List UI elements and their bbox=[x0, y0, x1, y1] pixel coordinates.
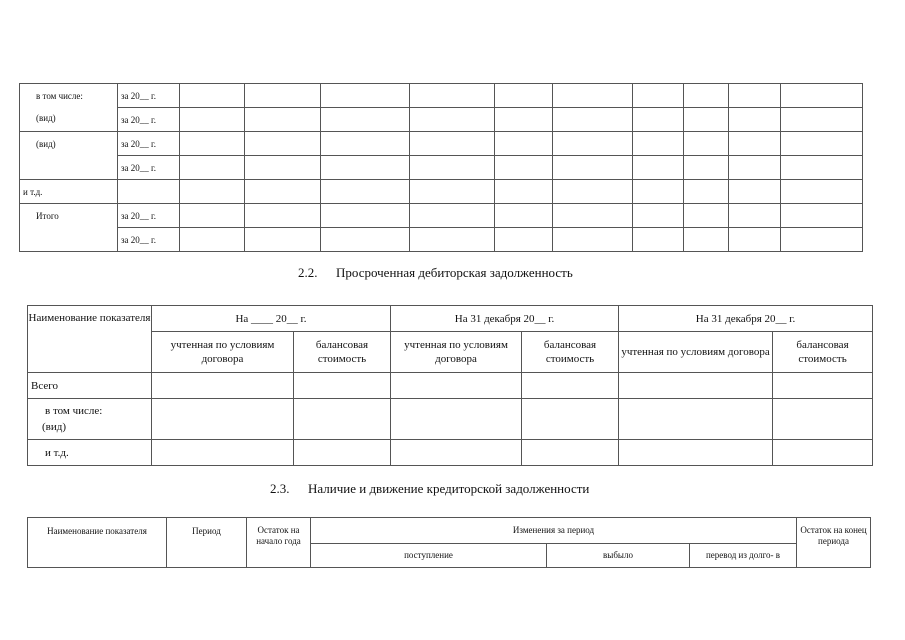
col-indicator-name: Наименование показателя bbox=[28, 518, 167, 568]
sub-contract: учтенная по условиям договора bbox=[391, 332, 522, 373]
table-row bbox=[20, 228, 863, 252]
col-end-balance: Остаток на конец периода bbox=[797, 518, 871, 568]
table-row bbox=[28, 440, 873, 466]
header-row bbox=[28, 306, 873, 332]
col-changes: Изменения за период bbox=[311, 518, 797, 544]
receivables-table-fragment bbox=[19, 83, 863, 252]
sub-balance: балансовая стоимость bbox=[294, 332, 391, 373]
col-indicator-name: Наименование показателя bbox=[28, 306, 152, 373]
table-row bbox=[28, 399, 873, 440]
sub-outgo: выбыло bbox=[547, 544, 690, 568]
year-cell: за 20__ г. bbox=[118, 228, 180, 252]
header-row bbox=[28, 518, 871, 544]
year-cell: за 20__ г. bbox=[118, 132, 180, 156]
subheader-row bbox=[28, 332, 873, 373]
table-row bbox=[20, 84, 863, 108]
table-row bbox=[20, 108, 863, 132]
table-row bbox=[20, 132, 863, 156]
table-row bbox=[28, 373, 873, 399]
row-label-etc: и т.д. bbox=[20, 180, 118, 204]
row-label-total: Итого bbox=[20, 204, 118, 252]
year-cell: за 20__ г. bbox=[118, 108, 180, 132]
sub-contract: учтенная по условиям договора bbox=[152, 332, 294, 373]
year-cell: за 20__ г. bbox=[118, 204, 180, 228]
overdue-receivables-table bbox=[27, 305, 873, 466]
row-total: Всего bbox=[28, 373, 152, 399]
sub-balance: балансовая стоимость bbox=[773, 332, 873, 373]
table-row bbox=[20, 204, 863, 228]
col-period-1: На ____ 20__ г. bbox=[152, 306, 391, 332]
row-label-kind: (вид) bbox=[36, 113, 56, 123]
row-label-incl: в том числе: (вид) bbox=[20, 84, 118, 132]
col-period-2: На 31 декабря 20__ г. bbox=[391, 306, 619, 332]
row-label-kind: (вид) bbox=[20, 132, 118, 180]
year-cell: за 20__ г. bbox=[118, 156, 180, 180]
section-title-2-3: 2.3. Наличие и движение кредиторской задолженности bbox=[270, 481, 590, 496]
sub-contract: учтенная по условиям договора bbox=[619, 332, 773, 373]
row-incl: в том числе: (вид) bbox=[28, 399, 152, 440]
sub-balance: балансовая стоимость bbox=[522, 332, 619, 373]
year-cell: за 20__ г. bbox=[118, 84, 180, 108]
section-title-2-2: 2.2. Просроченная дебиторская задолженность bbox=[298, 265, 573, 280]
sub-income: поступление bbox=[311, 544, 547, 568]
row-etc: и т.д. bbox=[28, 440, 152, 466]
col-start-balance: Остаток на начало года bbox=[247, 518, 311, 568]
table-row bbox=[20, 156, 863, 180]
payables-table bbox=[27, 517, 871, 568]
sub-transfer: перевод из долго- в bbox=[690, 544, 797, 568]
col-period-3: На 31 декабря 20__ г. bbox=[619, 306, 873, 332]
table-row bbox=[20, 180, 863, 204]
col-period: Период bbox=[167, 518, 247, 568]
